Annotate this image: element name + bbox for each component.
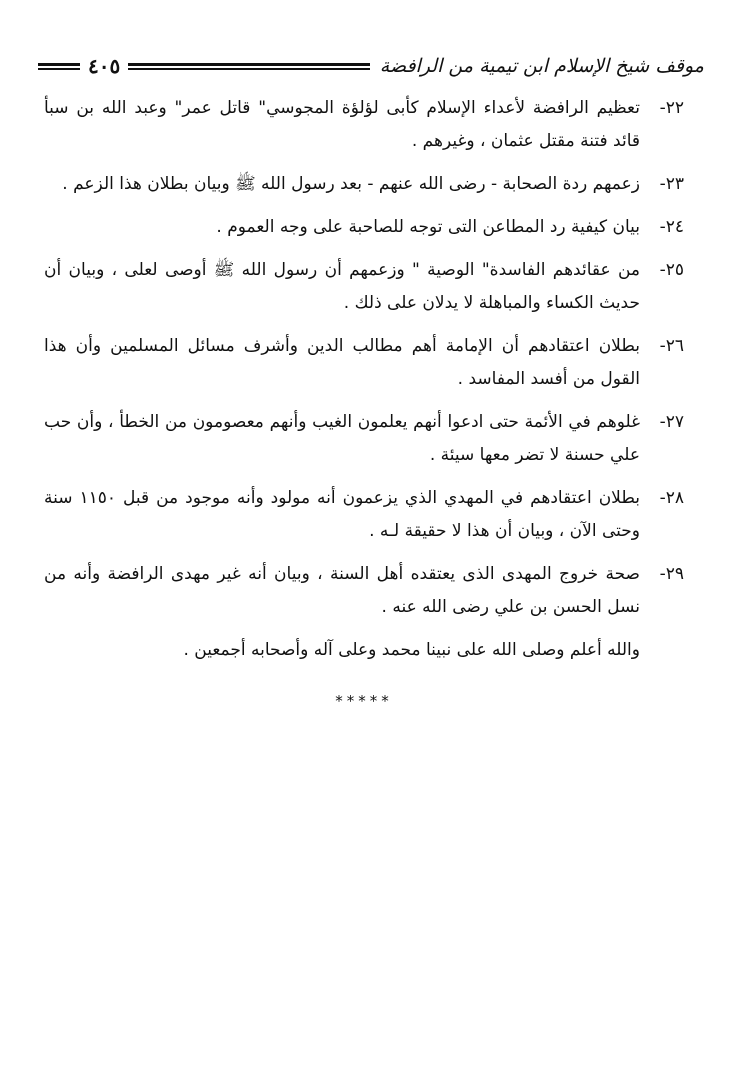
page-number: ٤٠٥: [88, 54, 121, 78]
item-text: صحة خروج المهدى الذى يعتقده أهل السنة ، وبيان أنه غير مهدى الرافضة وأنه من نسل الحسن بن علي رضى الله عنه .: [44, 564, 640, 617]
page-header: [38, 50, 704, 82]
header-rule: [128, 63, 370, 70]
list-item: [44, 254, 684, 320]
item-number: ٢٨-: [659, 488, 684, 508]
item-text: غلوهم في الأئمة حتى ادعوا أنهم يعلمون الغيب وأنهم معصومون من الخطأ ، وأن حب علي حسنة لا تضر معها سيئة .: [44, 412, 640, 465]
list-item: [44, 482, 684, 548]
item-number: ٢٥-: [659, 260, 684, 280]
item-number: ٢٦-: [659, 336, 684, 356]
item-number: ٢٩-: [659, 564, 684, 584]
item-text: من عقائدهم الفاسدة" الوصية " وزعمهم أن رسول الله ﷺ أوصى لعلى ، وبيان أن حديث الكساء والمباهلة لا يدلان على ذلك .: [44, 260, 640, 313]
item-text: بيان كيفية رد المطاعن التى توجه للصاحبة على وجه العموم .: [216, 217, 640, 237]
item-text: زعمهم ردة الصحابة - رضى الله عنهم - بعد رسول الله ﷺ وبيان بطلان هذا الزعم .: [62, 174, 640, 194]
list-item: [44, 168, 684, 201]
item-number: ٢٢-: [659, 98, 684, 118]
list-item: [44, 211, 684, 244]
header-rule-short: [38, 63, 80, 70]
list-item: [44, 330, 684, 396]
item-text: بطلان اعتقادهم أن الإمامة أهم مطالب الدين وأشرف مسائل المسلمين وأن هذا القول من أفسد المفاسد .: [44, 336, 640, 389]
list-item: [44, 406, 684, 472]
closing-prayer: والله أعلم وصلى الله على نبينا محمد وعلى آله وأصحابه أجمعين .: [183, 640, 640, 660]
section-ornament: *****: [335, 692, 393, 710]
item-text: تعظيم الرافضة لأعداء الإسلام كأبى لؤلؤة المجوسي" قاتل عمر" وعبد الله بن سبأ قائد فتنة مقتل عثمان ، وغيرهم .: [44, 98, 640, 151]
item-list: [44, 92, 684, 718]
item-number: ٢٣-: [659, 174, 684, 194]
item-number: ٢٧-: [659, 412, 684, 432]
running-title: موقف شيخ الإسلام ابن تيمية من الرافضة: [379, 55, 704, 77]
list-item: [44, 92, 684, 158]
list-item: [44, 558, 684, 624]
item-text: بطلان اعتقادهم في المهدي الذي يزعمون أنه مولود وأنه موجود من قبل ١١٥٠ سنة وحتى الآن ، وبيان أن هذا لا حقيقة لـه .: [44, 488, 640, 541]
item-number: ٢٤-: [659, 217, 684, 237]
